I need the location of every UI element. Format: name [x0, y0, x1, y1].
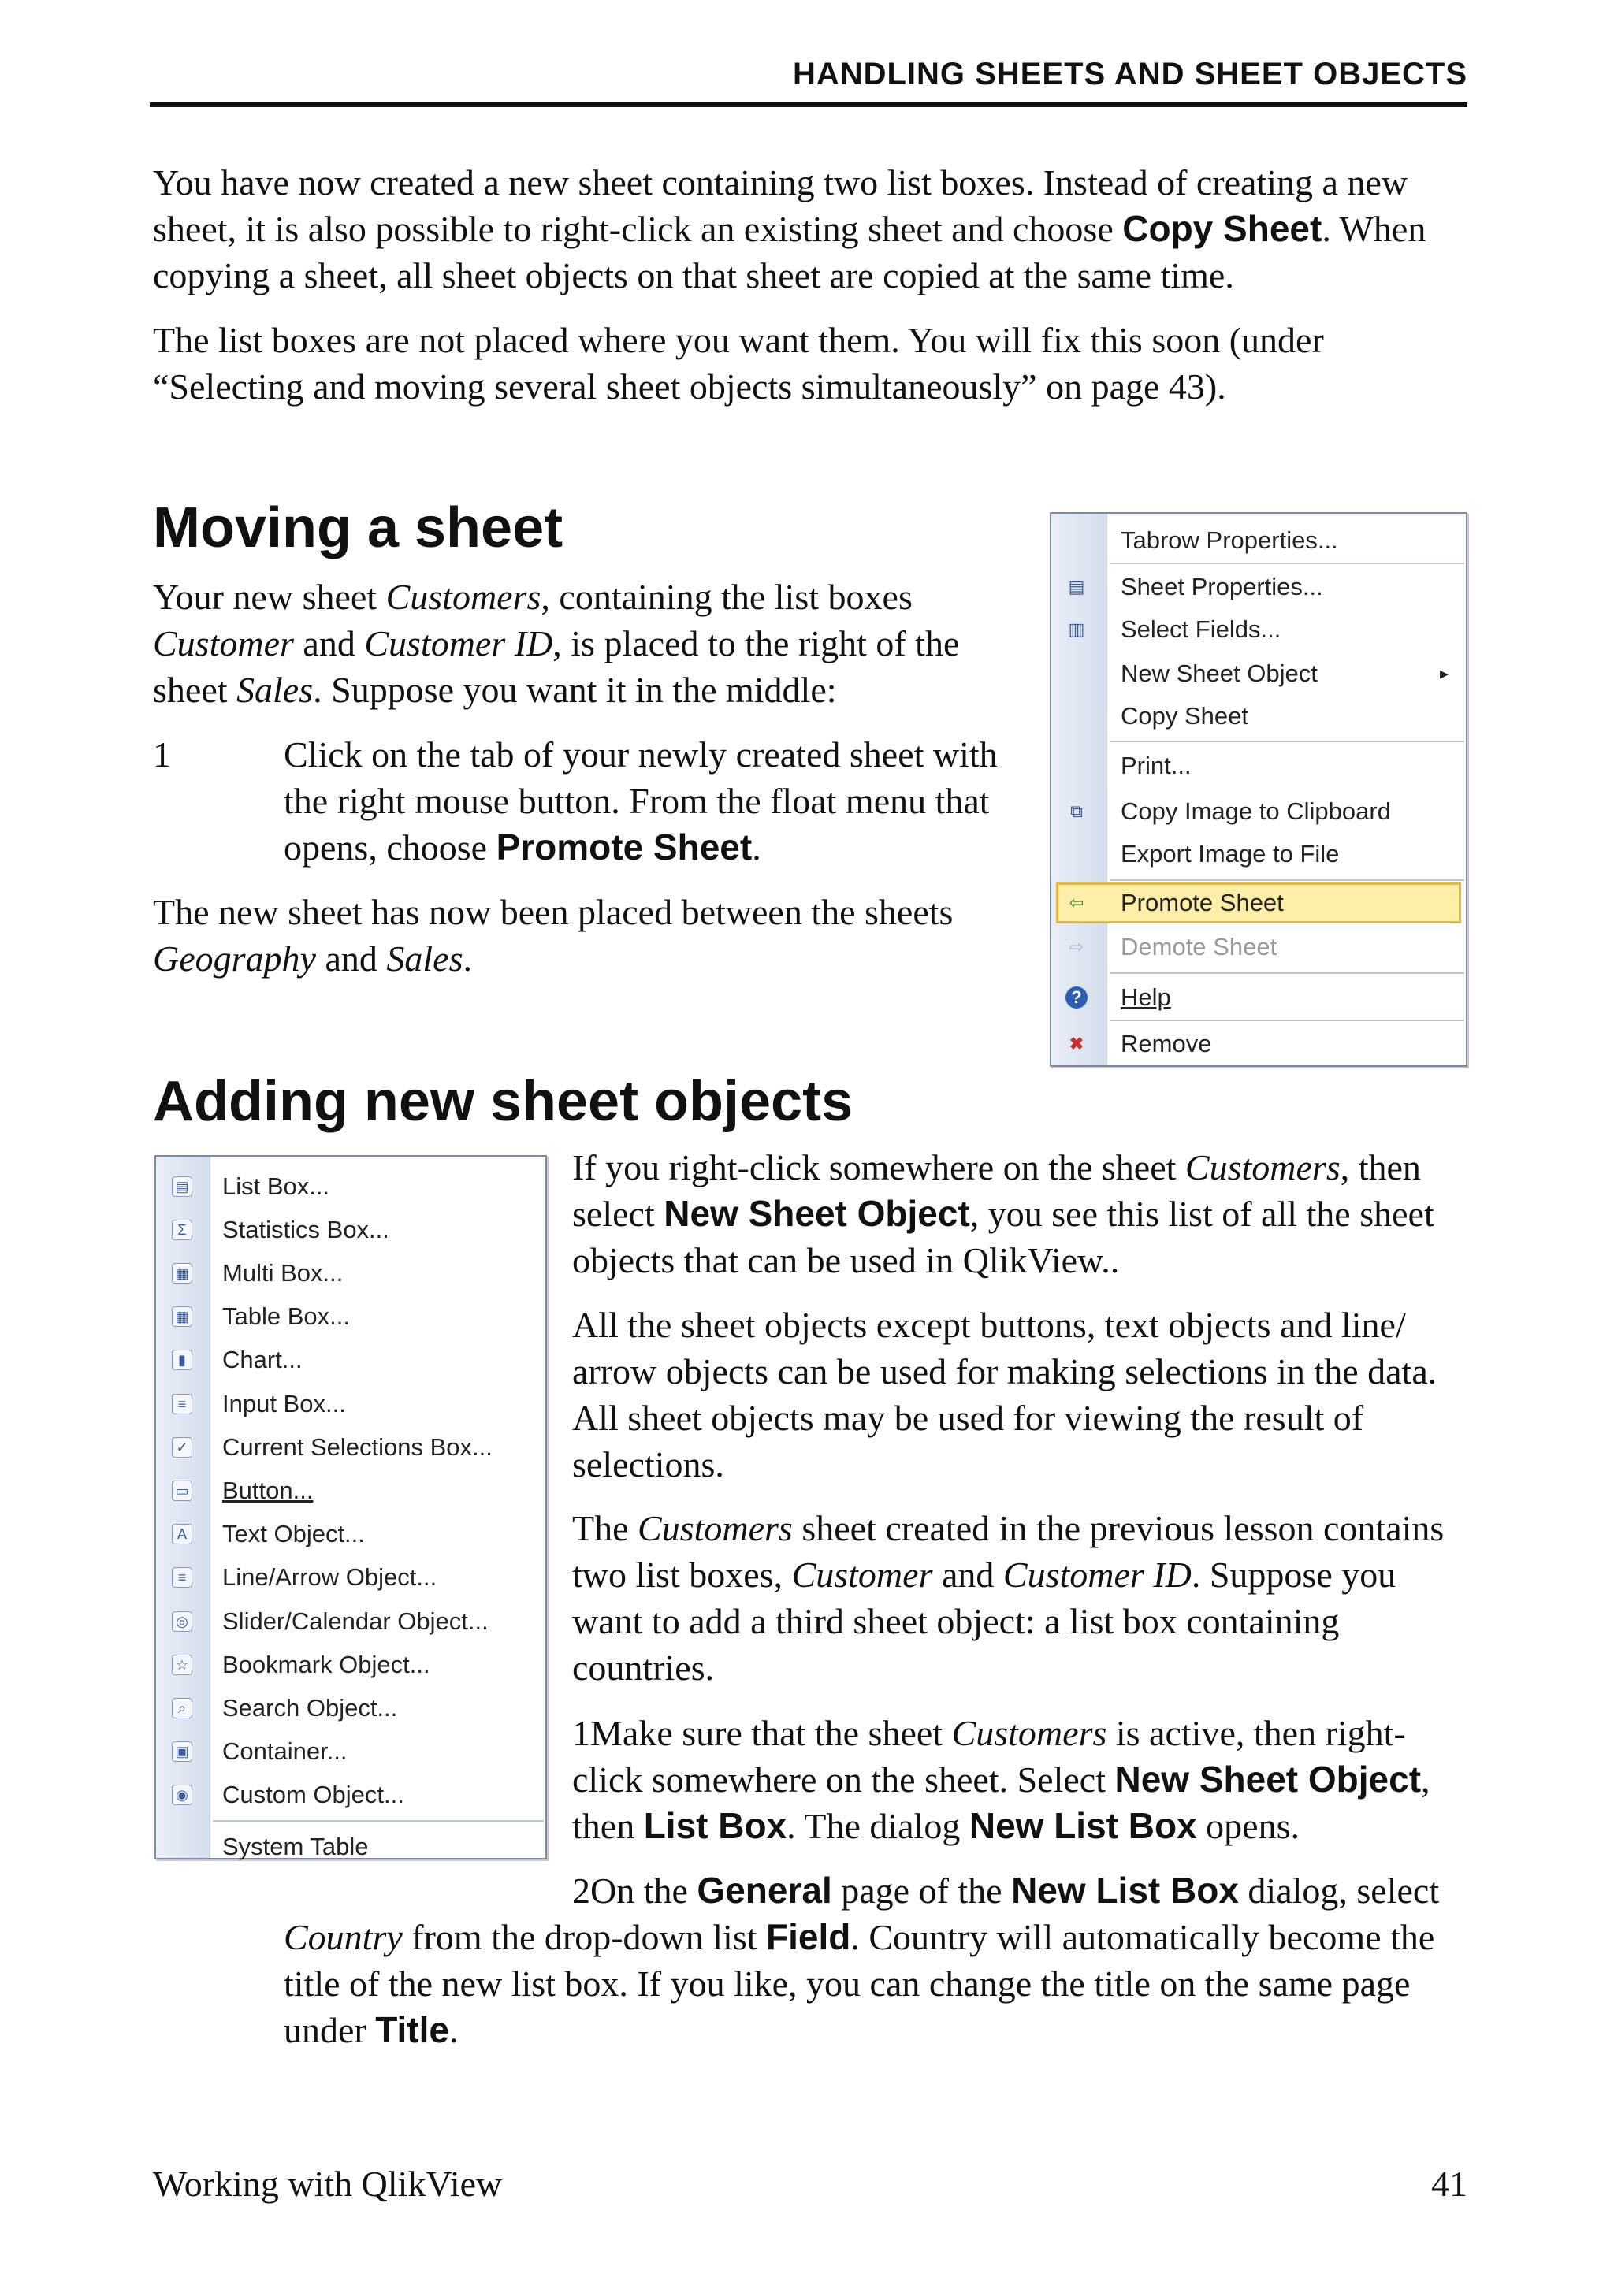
- object-menu-item-label: Bookmark Object...: [222, 1650, 430, 1678]
- menu-item-help[interactable]: ? Help: [1051, 975, 1466, 1020]
- object-menu-item[interactable]: [156, 1251, 545, 1295]
- help-icon: ?: [1065, 986, 1088, 1009]
- object-menu-item[interactable]: [156, 1425, 545, 1469]
- chart-icon: ▮: [172, 1350, 192, 1370]
- object-menu-item-label: Current Selections Box...: [222, 1432, 493, 1461]
- promote-sheet-icon: ⇦: [1069, 893, 1084, 912]
- moving-paragraph-2: The new sheet has now been placed between the sheets Geography and Sales.: [153, 892, 954, 979]
- demote-sheet-icon: ⇨: [1069, 937, 1084, 957]
- object-menu-item-label: Slider/Calendar Object...: [222, 1607, 489, 1635]
- menu-separator: [213, 1820, 544, 1822]
- object-menu-item[interactable]: [156, 1339, 545, 1382]
- container-icon: ▣: [172, 1741, 192, 1762]
- object-menu-item[interactable]: [156, 1643, 545, 1686]
- object-menu-item-label: System Table: [222, 1832, 369, 1860]
- object-menu-item[interactable]: [156, 1469, 545, 1512]
- object-menu-item-label: Button...: [222, 1476, 314, 1504]
- adding-step-2-rest: Country from the drop-down list Field. Country will automatically become the title of the new list box. If you like, you can change the title on the same page under Title.: [284, 1916, 1435, 2050]
- button-icon: ▭: [172, 1481, 192, 1501]
- page-number: 41: [1431, 2164, 1467, 2204]
- adding-paragraph-3: The Customers sheet created in the previous lesson contains two list boxes, Customer and Customer ID. Suppose you want to add a third sheet object: a list box containing countries.: [572, 1508, 1445, 1688]
- object-menu-item[interactable]: [156, 1382, 545, 1425]
- copy-image-icon: ⧉: [1070, 801, 1083, 821]
- sheet-tab-context-menu: [1050, 512, 1467, 1067]
- object-menu-item-label: Text Object...: [222, 1520, 365, 1548]
- adding-step-2-line-1: 2On the General page of the New List Box dialog, select: [572, 1870, 1440, 1911]
- moving-step-1: Click on the tab of your newly created sheet with the right mouse button. From the float menu that opens, choose Promote Sheet.: [284, 734, 998, 868]
- object-menu-item[interactable]: [156, 1208, 545, 1251]
- object-menu-item[interactable]: [156, 1599, 545, 1643]
- search-icon: ⌕: [172, 1698, 192, 1718]
- menu-item-print[interactable]: Print...: [1121, 752, 1192, 779]
- object-menu-item-label: Statistics Box...: [222, 1215, 389, 1243]
- intro-text: . When copying a sheet, all sheet objects on that sheet are copied at the same time.: [153, 209, 1426, 295]
- menu-item-remove[interactable]: ✖ Remove: [1051, 1023, 1466, 1065]
- object-menu-item-label: Custom Object...: [222, 1781, 404, 1809]
- list-box-icon: ▤: [172, 1176, 192, 1197]
- object-menu-item-label: List Box...: [222, 1172, 330, 1200]
- copy-sheet-term: Copy Sheet: [1122, 208, 1322, 249]
- slider-calendar-icon: ◎: [172, 1611, 192, 1632]
- text-object-icon: A: [172, 1524, 192, 1544]
- heading-moving-a-sheet: Moving a sheet: [153, 496, 563, 559]
- select-fields-icon: ▥: [1068, 619, 1085, 639]
- remove-icon: ✖: [1069, 1034, 1084, 1053]
- statistics-box-icon: Σ: [172, 1220, 192, 1240]
- intro-paragraph-1: [153, 159, 1477, 299]
- current-selections-icon: ✓: [172, 1437, 192, 1458]
- object-menu-item-label: Multi Box...: [222, 1258, 344, 1287]
- bookmark-icon: ☆: [172, 1655, 192, 1675]
- object-menu-item[interactable]: [156, 1513, 545, 1556]
- menu-item-new-sheet-object[interactable]: New Sheet Object ▸: [1121, 659, 1449, 687]
- adding-step-1: 1Make sure that the sheet Customers is active, then right-click somewhere on the sheet. Select New Sheet Object, then List Box. The dialog New List Box opens.: [572, 1713, 1430, 1846]
- menu-item-export-image[interactable]: Export Image to File: [1121, 840, 1340, 868]
- intro-paragraph-2: The list boxes are not placed where you want them. You will fix this soon (under “Selecting and moving several sheet objects simultaneously” on page 43).: [153, 320, 1324, 407]
- menu-item-promote-sheet[interactable]: ⇦ Promote Sheet: [1056, 882, 1461, 923]
- object-menu-item[interactable]: [156, 1295, 545, 1339]
- multi-box-icon: ▦: [172, 1263, 192, 1284]
- object-menu-item[interactable]: [156, 1165, 545, 1208]
- header-title: HANDLING SHEETS AND SHEET OBJECTS: [792, 57, 1467, 91]
- custom-object-icon: ◉: [172, 1785, 192, 1805]
- object-menu-item[interactable]: [156, 1774, 545, 1817]
- menu-item-copy-sheet[interactable]: Copy Sheet: [1121, 702, 1248, 730]
- submenu-arrow-icon: ▸: [1439, 663, 1449, 683]
- intro-text: You have now created a new sheet containing two list boxes. Instead of creating a new sheet, it is also possible to right-click an existing sheet and choose: [153, 162, 1408, 249]
- sheet-properties-icon: ▤: [1068, 577, 1085, 596]
- object-menu-item-label: Search Object...: [222, 1693, 398, 1722]
- running-header: [150, 52, 1467, 107]
- table-box-icon: ▦: [172, 1306, 192, 1327]
- object-menu-item[interactable]: [156, 1686, 545, 1729]
- adding-paragraph-2: All the sheet objects except buttons, text objects and line/ arrow objects can be used for making selections in the data. All sheet objects may be used for viewing the result of selections.: [572, 1305, 1437, 1484]
- object-menu-item-label: Input Box...: [222, 1389, 346, 1417]
- object-menu-item[interactable]: [156, 1556, 545, 1599]
- adding-paragraph-1: If you right-click somewhere on the sheet Customers, then select New Sheet Object, you see this list of all the sheet objects that can be used in QlikView..: [572, 1147, 1434, 1280]
- menu-item-copy-image[interactable]: ⧉ Copy Image to Clipboard: [1051, 789, 1466, 834]
- object-menu-item-label: Line/Arrow Object...: [222, 1563, 437, 1592]
- menu-item-demote-sheet[interactable]: ⇨ Demote Sheet: [1051, 925, 1466, 969]
- object-menu-item[interactable]: [156, 1730, 545, 1774]
- object-menu-item-label: Table Box...: [222, 1302, 350, 1331]
- menu-item-tabrow-properties[interactable]: Tabrow Properties...: [1121, 526, 1338, 554]
- moving-paragraph-1: Your new sheet Customers, containing the list boxes Customer and Customer ID, is placed to the right of the sheet Sales. Suppose you want it in the middle:: [153, 577, 960, 710]
- menu-item-sheet-properties[interactable]: ▤ Sheet Properties...: [1051, 566, 1466, 608]
- menu-item-select-fields[interactable]: ▥ Select Fields...: [1051, 608, 1466, 651]
- object-menu-item[interactable]: [156, 1825, 545, 1868]
- heading-adding-new-sheet-objects: Adding new sheet objects: [153, 1070, 853, 1133]
- footer-book-title: Working with QlikView: [153, 2164, 503, 2204]
- object-menu-item-label: Container...: [222, 1737, 348, 1766]
- line-arrow-icon: ≡: [172, 1567, 192, 1588]
- step-number: 1: [153, 734, 171, 775]
- new-sheet-object-menu: [154, 1155, 547, 1859]
- object-menu-item-label: Chart...: [222, 1346, 303, 1374]
- input-box-icon: ≡: [172, 1394, 192, 1414]
